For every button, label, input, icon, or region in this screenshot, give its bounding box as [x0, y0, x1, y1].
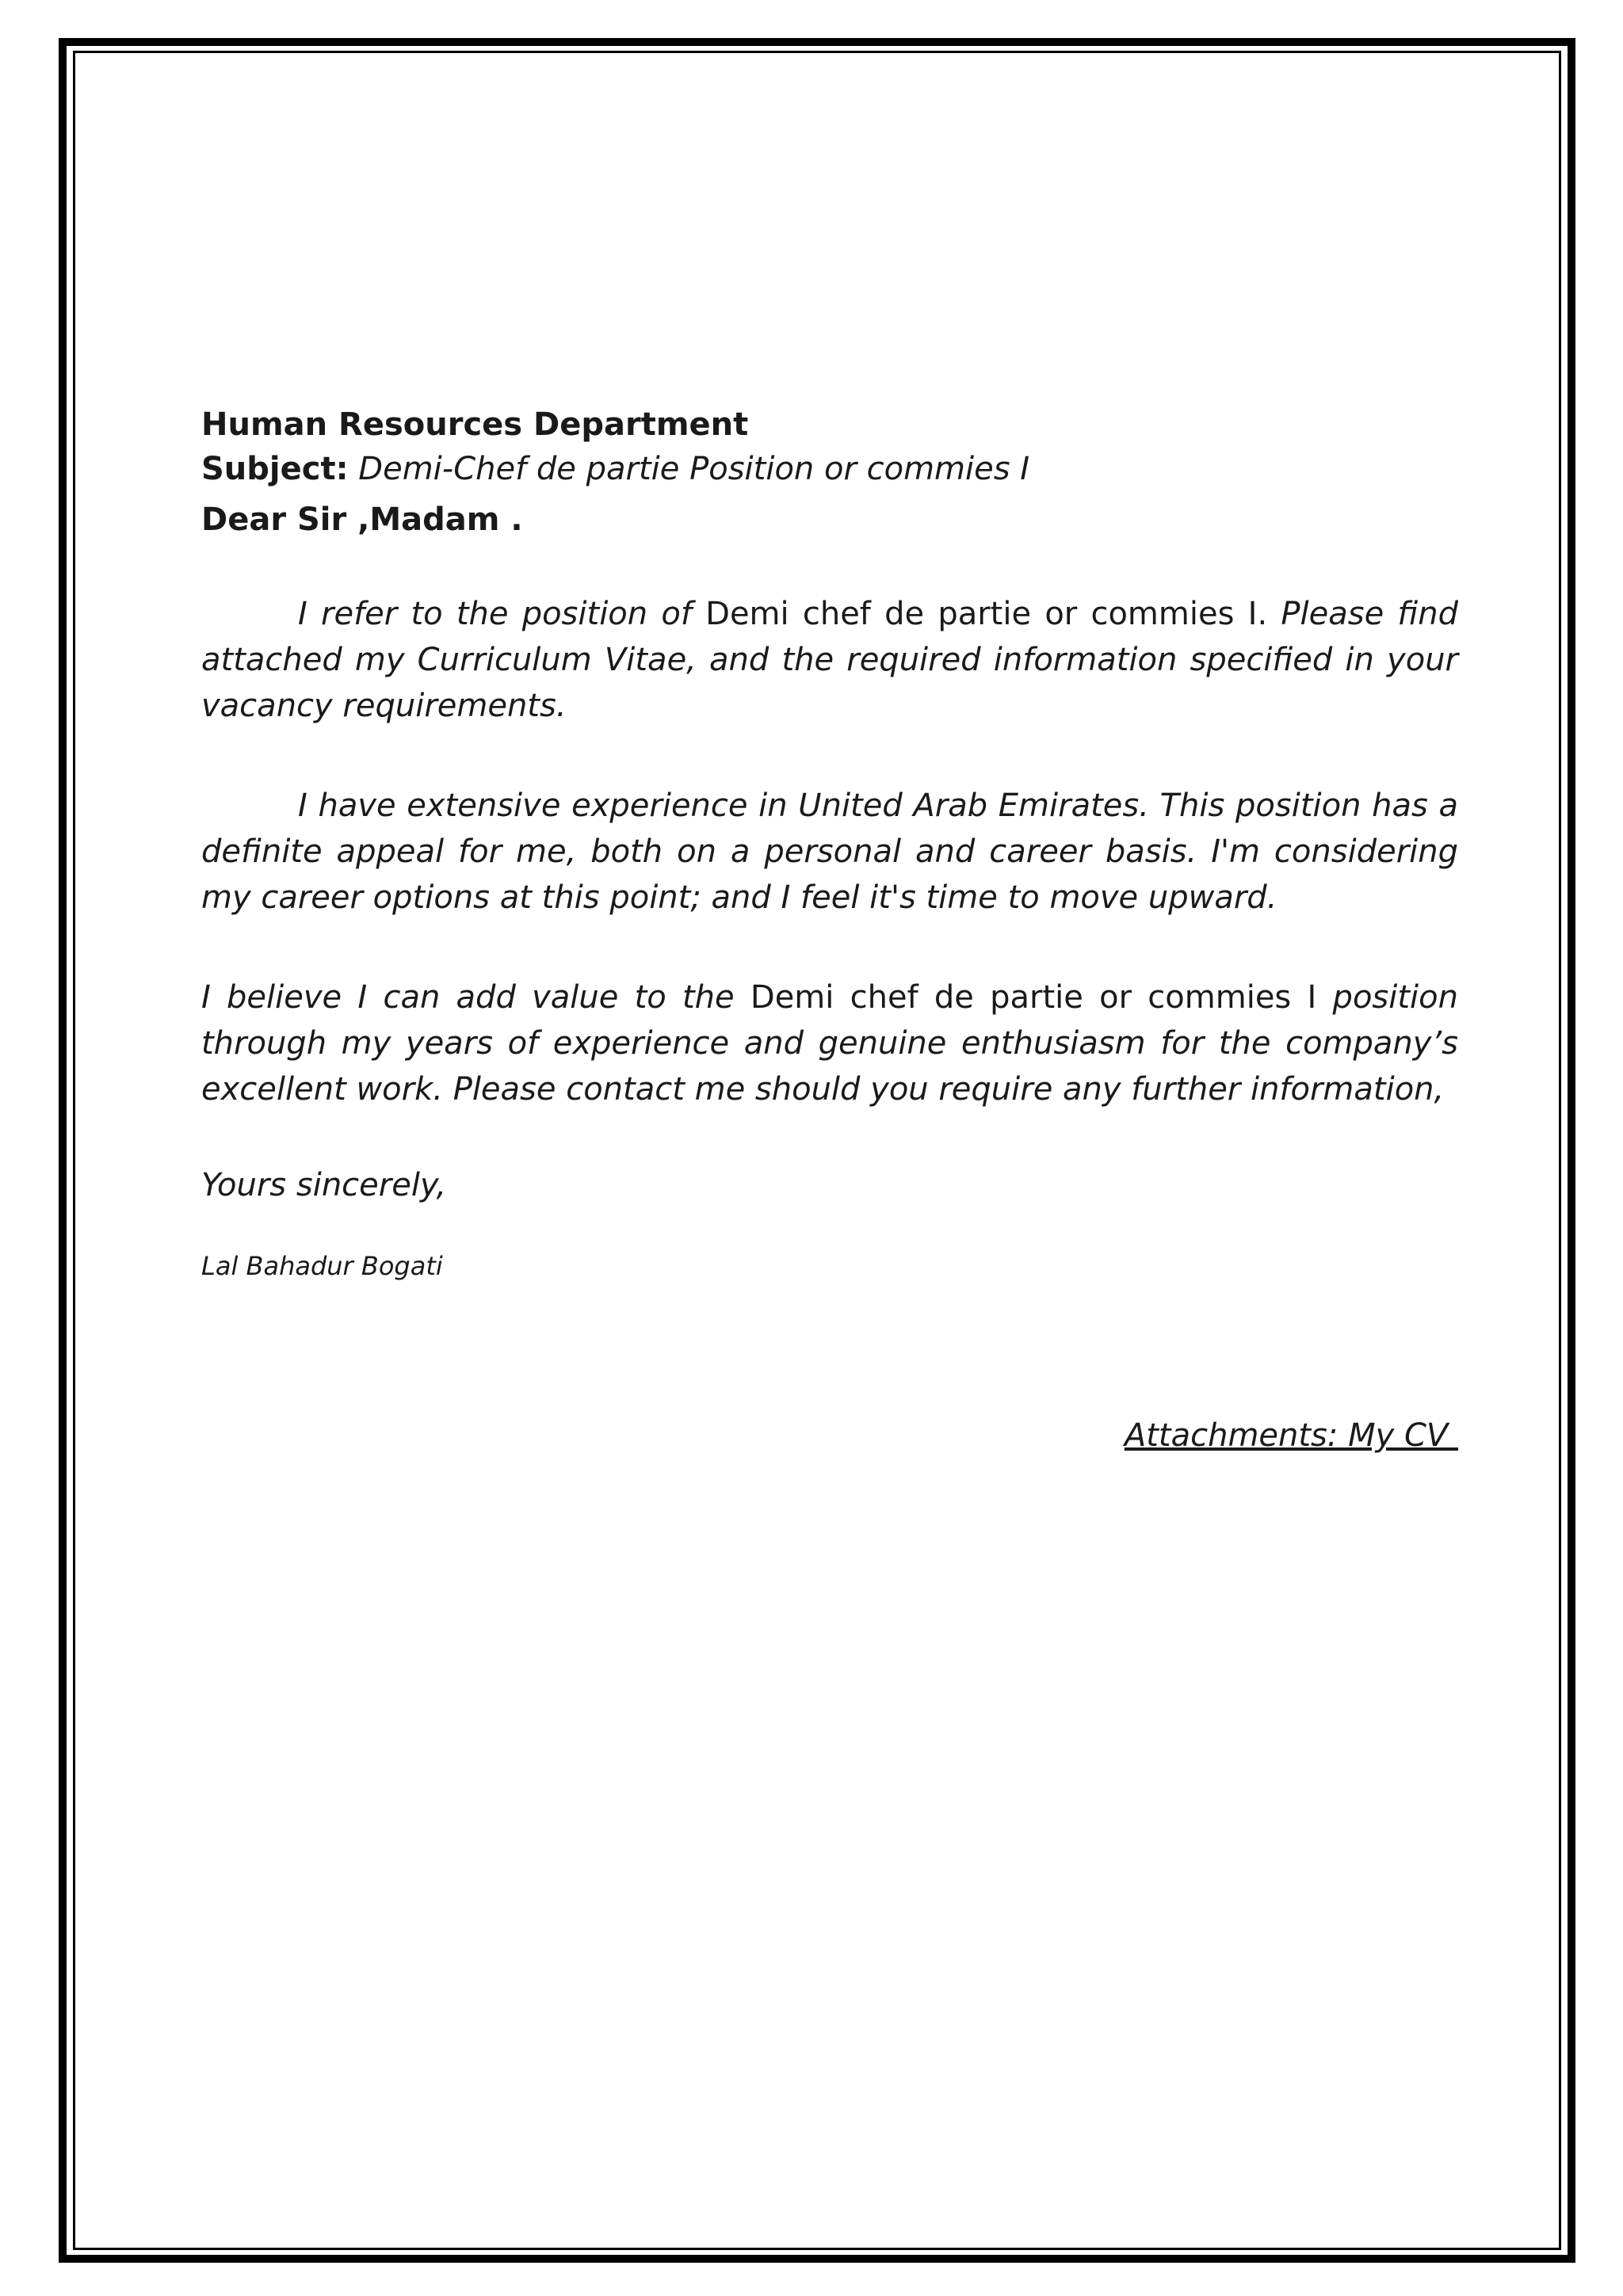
paragraph-experience: I have extensive experience in United Arab Emirates. This position has a definite appeal for me, both on a personal and career basis. I'm considering my career options at this point; and I feel it's time to move upward.	[201, 788, 1458, 916]
paragraph-position	[201, 591, 1458, 729]
subject-text: Demi-Chef de partie Position or commies I	[348, 451, 1030, 487]
department-heading: Human Resources Department	[201, 406, 749, 443]
signature-name: Lal Bahadur Bogati	[201, 1251, 443, 1281]
subject-line	[201, 447, 1458, 491]
position-title-repeat: Demi chef de partie or commies I	[750, 979, 1317, 1016]
attachments-note: Attachments: My CV	[1124, 1417, 1458, 1454]
subject-label: Subject:	[201, 451, 349, 487]
paragraph-value-text-2: position through my years of experience and genuine enthusiasm for the company’s excellent work. Please contact me should you require any further information,	[201, 979, 1458, 1108]
position-title: Demi chef de partie or commies I.	[705, 596, 1268, 632]
cover-letter	[201, 402, 1458, 1458]
salutation: Dear Sir ,Madam .	[201, 502, 523, 538]
paragraph-value-text-1: I believe I can add value to the	[201, 979, 750, 1016]
closing: Yours sincerely,	[201, 1167, 447, 1203]
paragraph-position-text-2: Please find attached my Curriculum Vitae, and the required information specified in your vacancy requirements.	[201, 596, 1458, 724]
paragraph-position-text-1: I refer to the position of	[298, 596, 706, 632]
paragraph-value	[201, 974, 1458, 1112]
